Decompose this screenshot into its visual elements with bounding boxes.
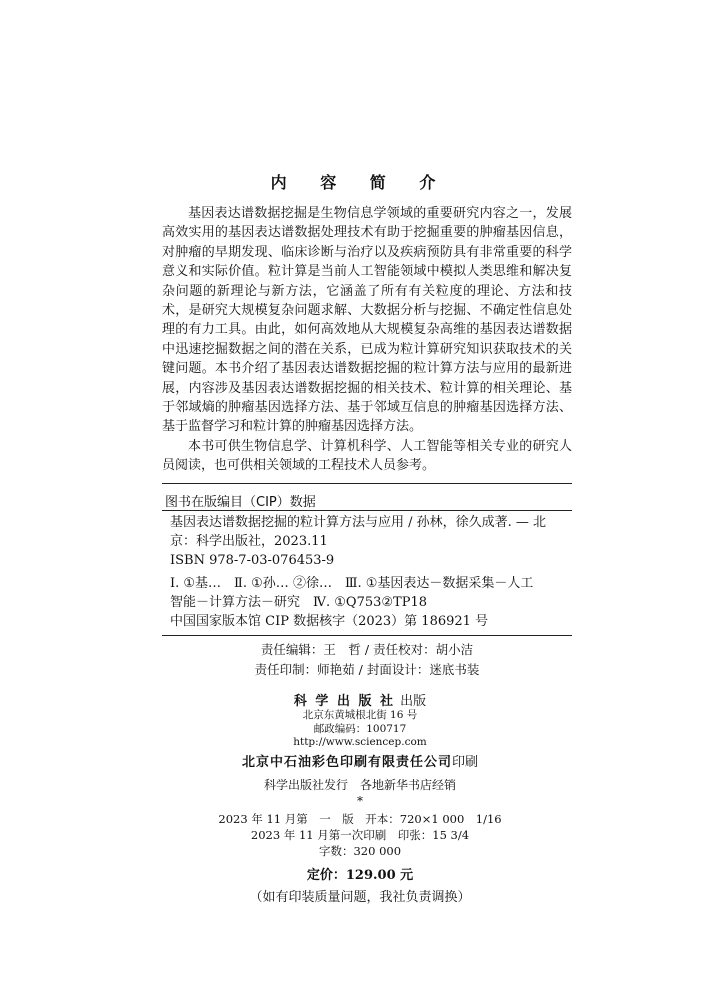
publisher-address: 北京东黄城根北街 16 号	[302, 709, 418, 721]
edition-info	[0, 811, 720, 859]
cip-isbn: ISBN 978-7-03-076453-9	[170, 553, 335, 568]
publisher-postcode: 邮政编码：100717	[313, 722, 407, 735]
intro-text	[162, 204, 572, 476]
cip-class-line-1: Ⅰ. ①基… Ⅱ. ①孙… ②徐… Ⅲ. ①基因表达－数据采集－人工	[170, 576, 534, 591]
page-title: 内 容 简 介	[270, 173, 450, 192]
intro-paragraph-2: 本书可供生物信息学、计算机科学、人工智能等相关专业的研究人员阅读，也可供相关领域的工程技术人员参考。	[162, 438, 572, 474]
cip-class-line-2: 智能－计算方法－研究 Ⅳ. ①Q753②TP18	[170, 595, 427, 610]
printer-name: 北京中石油彩色印刷有限责任公司	[241, 755, 452, 770]
publisher-url: http://www.sciencep.com	[293, 736, 427, 748]
staff-credits	[162, 640, 572, 680]
cip-heading: 图书在版编目（CIP）数据	[165, 495, 316, 510]
publisher-suffix: 出版	[400, 694, 427, 709]
intro-paragraph-1: 基因表达谱数据挖掘是生物信息学领域的重要研究内容之一，发展高效实用的基因表达谱数据处理技术有助于挖掘重要的肿瘤基因信息，对肿瘤的早期发现、临床诊断与治疗以及疾病预防具有非常重要的科学意义和实际价值。粒计算是当前人工智能领域中模拟人类思维和解决复杂问题的新理论与新方法，它涵盖了所有有关粒度的理论、方法和技术，是研究大规模复杂问题求解、大数据分析与挖掘、不确定性信息处理的有力工具。由此，如何高效地从大规模复杂高维的基因表达谱数据中迅速挖掘数据之间的潜在关系，已成为粒计算研究知识获取技术的关键问题。本书介绍了基因表达谱数据挖掘的粒计算方法与应用的最新进展，内容涉及基因表达谱数据挖掘的相关技术、粒计算的相关理论、基于邻域熵的肿瘤基因选择方法、基于邻域互信息的肿瘤基因选择方法、基于监督学习和粒计算的肿瘤基因选择方法。	[162, 206, 572, 435]
printer-line	[0, 751, 720, 770]
printer-suffix: 印刷	[452, 755, 479, 770]
separator-star: *	[357, 794, 363, 808]
edition-line-2: 2023 年 11 月第一次印刷 印张：15 3/4	[250, 828, 470, 842]
cip-title-line-cont: 京：科学出版社，2023.11	[170, 534, 328, 549]
divider-top	[162, 483, 572, 484]
divider-cip	[162, 510, 572, 511]
divider-bottom	[162, 635, 572, 636]
distribution-line: 科学出版社发行 各地新华书店经销	[263, 778, 456, 792]
cip-title-line: 基因表达谱数据挖掘的粒计算方法与应用 / 孙林，徐久成著. — 北	[170, 515, 547, 530]
cip-record	[170, 513, 570, 570]
cip-classification	[170, 574, 570, 612]
word-count: 字数：320 000	[318, 844, 402, 858]
staff-production: 责任印制：师艳茹 / 封面设计：迷底书装	[254, 662, 480, 677]
publisher-name: 科 学 出 版 社	[293, 694, 395, 709]
price-value: 129.00 元	[345, 868, 414, 883]
publisher-block	[0, 690, 720, 750]
quality-note: （如有印装质量问题，我社负责调换）	[249, 890, 471, 905]
price-label: 定价：	[306, 868, 346, 883]
cip-library-number: 中国国家版本馆 CIP 数据核字（2023）第 186921 号	[170, 614, 489, 629]
staff-editors: 责任编辑：王 哲 / 责任校对：胡小洁	[260, 642, 474, 657]
edition-line-1: 2023 年 11 月第 一 版 开本：720×1 000 1/16	[218, 812, 502, 826]
price-line	[0, 864, 720, 883]
